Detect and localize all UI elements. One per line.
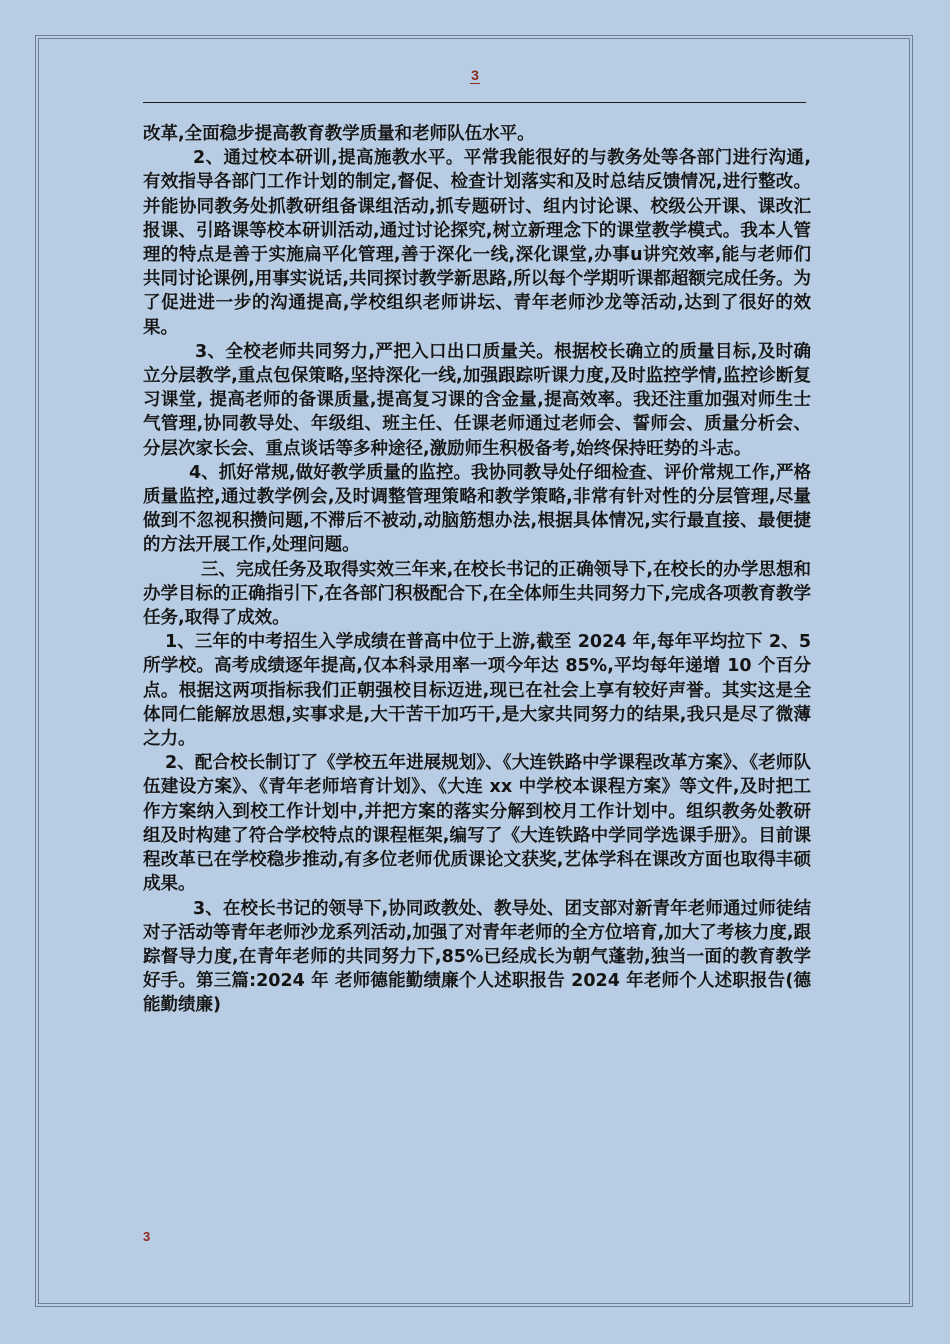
paragraph: 3、在校长书记的领导下,协同政教处、教导处、团支部对新青年老师通过师徒结对子活动等青年老师沙龙系列活动,加强了对青年老师的全方位培育,加大了考核力度,跟踪督导力度,在青年老师的共同努力下,85%已经成长为朝气蓬勃,独当一面的教育教学好手。第三篇:2024 年 老师德能勤绩廉个人述职报告 2024 年老师个人述职报告(德能勤绩廉)	[143, 898, 811, 1016]
paragraph: 改革,全面稳步提高教育教学质量和老师队伍水平。	[143, 124, 535, 144]
document-body	[143, 122, 811, 1018]
paragraph: 4、抓好常规,做好教学质量的监控。我协同教导处仔细检查、评价常规工作,严格质量监控,通过教学例会,及时调整管理策略和教学策略,非常有针对性的分层管理,尽量做到不忽视积攒问题,不滞后不被动,动脑筋想办法,根据具体情况,实行最直接、最便捷的方法开展工作,处理问题。	[143, 462, 811, 556]
footer-page-number: 3	[143, 1229, 151, 1244]
header-page-number: 3	[471, 67, 479, 83]
paragraph: 2、配合校长制订了《学校五年进展规划》、《大连铁路中学课程改革方案》、《老师队伍建设方案》、《青年老师培育计划》、《大连 xx 中学校本课程方案》等文件,及时把工作方案纳入到校工作计划中,并把方案的落实分解到校月工作计划中。组织教务处教研组及时构建了符合学校特点的课程框架,编写了《大连铁路中学同学选课手册》。目前课程改革已在学校稳步推动,有多位老师优质课论文获奖,艺体学科在课改方面也取得丰硕成果。	[143, 753, 811, 895]
header-rule	[143, 102, 806, 103]
paragraph: 三、完成任务及取得实效三年来,在校长书记的正确领导下,在校长的办学思想和办学目标的正确指引下,在各部门积极配合下,在全体师生共同努力下,完成各项教育教学任务,取得了成效。	[143, 559, 811, 629]
paragraph: 1、三年的中考招生入学成绩在普高中位于上游,截至 2024 年,每年平均拉下 2、5 所学校。高考成绩逐年提高,仅本科录用率一项今年达 85%,平均每年递增 10 个百分点。根据这两项指标我们正朝强校目标迈进,现已在社会上享有较好声誉。其实这是全体同仁能解放思想,实事求是,大干苦干加巧干,是大家共同努力的结果,我只是尽了微薄之力。	[143, 632, 811, 750]
paragraph: 3、全校老师共同努力,严把入口出口质量关。根据校长确立的质量目标,及时确立分层教学,重点包保策略,坚持深化一线,加强跟踪听课力度,及时监控学情,监控诊断复习课堂, 提高老师的备课质量,提高复习课的含金量,提高效率。我还注重加强对师生士气管理,协同教导处、年级组、班主任、任课老师通过老师会、誓师会、质量分析会、分层次家长会、重点谈话等多种途径,激励师生积极备考,始终保持旺势的斗志。	[143, 341, 811, 459]
paragraph: 2、通过校本研训,提高施教水平。平常我能很好的与教务处等各部门进行沟通,有效指导各部门工作计划的制定,督促、检查计划落实和及时总结反馈情况,进行整改。并能协同教务处抓教研组备课组活动,抓专题研讨、组内讨论课、校级公开课、课改汇报课、引路课等校本研训活动,通过讨论探究,树立新理念下的课堂教学模式。我本人管理的特点是善于实施扁平化管理,善于深化一线,深化课堂,办事u讲究效率,能与老师们共同讨论课例,用事实说话,共同探讨教学新思路,所以每个学期听课都超额完成任务。为了促进进一步的沟通提高,学校组织老师讲坛、青年老师沙龙等活动,达到了很好的效果。	[143, 148, 811, 338]
